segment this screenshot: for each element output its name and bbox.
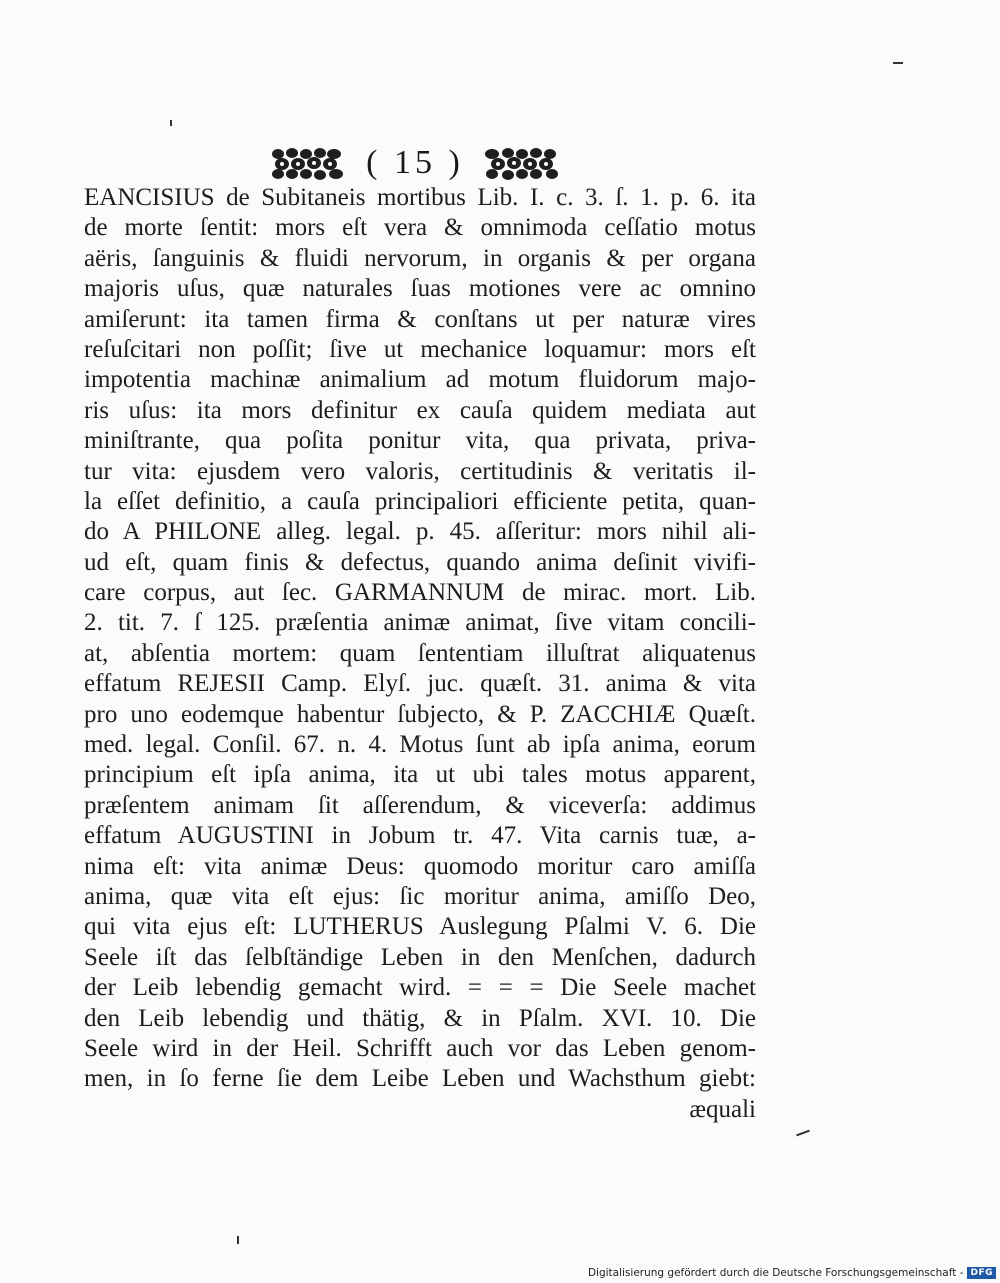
text-line: miniſtrante, qua poſita ponitur vita, qua privata, priva- [84,427,756,455]
scan-speck [170,120,172,126]
credit-text: Digitalisierung gefördert durch die Deutsche Forschungsgemeinschaft - [587,1267,964,1279]
text-line: men, in ſo ferne ſie dem Leibe Leben und Wachsthum giebt: [84,1065,756,1093]
scan-speck [893,62,903,64]
text-line: Seele iſt das ſelbſtändige Leben in den Menſchen, dadurch [84,943,756,971]
text-line: tur vita: ejusdem vero valoris, certitudinis & veritatis il- [84,457,756,485]
text-line: amiſerunt: ita tamen firma & conſtans ut per naturæ vires [84,305,756,333]
text-line: Seele wird in der Heil. Schrifft auch vor das Leben genom- [84,1034,756,1062]
text-line: reſuſcitari non poſſit; ſive ut mechanice loquamur: mors eſt [84,335,756,363]
text-line: do A PHILONE alleg. legal. p. 45. aſſeritur: mors nihil ali- [84,518,756,546]
text-line: den Leib lebendig und thätig, & in Pſalm. XVI. 10. Die [84,1004,756,1032]
scan-speck [796,1130,810,1137]
page-header [270,138,560,188]
text-line: effatum AUGUSTINI in Jobum tr. 47. Vita carnis tuæ, a- [84,822,756,850]
text-line: effatum REJESII Camp. Elyſ. juc. quæſt. 31. anima & vita [84,670,756,698]
text-line: med. legal. Conſil. 67. n. 4. Motus ſunt ab ipſa anima, eorum [84,731,756,759]
ornament-icon [270,146,348,180]
text-line: pro uno eodemque habentur ſubjecto, & P. ZACCHIÆ Quæſt. [84,700,756,728]
text-line: impotentia machinæ animalium ad motum fluidorum majo- [84,366,756,394]
ornament-icon [482,146,560,180]
text-line: at, abſentia mortem: quam ſententiam illuſtrat aliquatenus [84,639,756,667]
text-line: care corpus, aut ſec. GARMANNUM de mirac. mort. Lib. [84,579,756,607]
text-line: de morte ſentit: mors eſt vera & omnimoda ceſſatio motus [84,214,756,242]
text-line: æquali [689,1095,756,1123]
text-line: ris uſus: ita mors definitur ex cauſa quidem mediata aut [84,396,756,424]
text-line: nima eſt: vita animæ Deus: quomodo moritur caro amiſſa [84,852,756,880]
text-line: EANCISIUS de Subitaneis mortibus Lib. I. c. 3. ſ. 1. p. 6. ita [84,184,756,211]
text-line: anima, quæ vita eſt ejus: ſic moritur anima, amiſſo Deo, [84,882,756,910]
digitization-credit [588,1267,996,1279]
text-line: præſentem animam ſit aſſerendum, & viceverſa: addimus [84,791,756,819]
dfg-logo: DFG [967,1267,996,1279]
text-line: la eſſet definitio, a cauſa principaliori efficiente petita, quan- [84,487,756,515]
text-line: aëris, ſanguinis & fluidi nervorum, in organis & per organa [84,244,756,272]
text-line: qui vita ejus eſt: LUTHERUS Auslegung Pſalmi V. 6. Die [84,913,756,941]
text-line: der Leib lebendig gemacht wird. = = = Die Seele machet [84,974,756,1002]
scan-speck [237,1236,239,1244]
text-line: ud eſt, quam finis & defectus, quando anima deſinit vivifi- [84,548,756,576]
text-line: principium eſt ipſa anima, ita ut ubi tales motus apparent, [84,761,756,789]
page-number: ( 15 ) [366,144,464,181]
text-line: majoris uſus, quæ naturales ſuas motiones vere ac omnino [84,275,756,303]
text-line: 2. tit. 7. ſ 125. præſentia animæ animat, ſive vitam concili- [84,609,756,637]
body-text [84,183,756,1125]
